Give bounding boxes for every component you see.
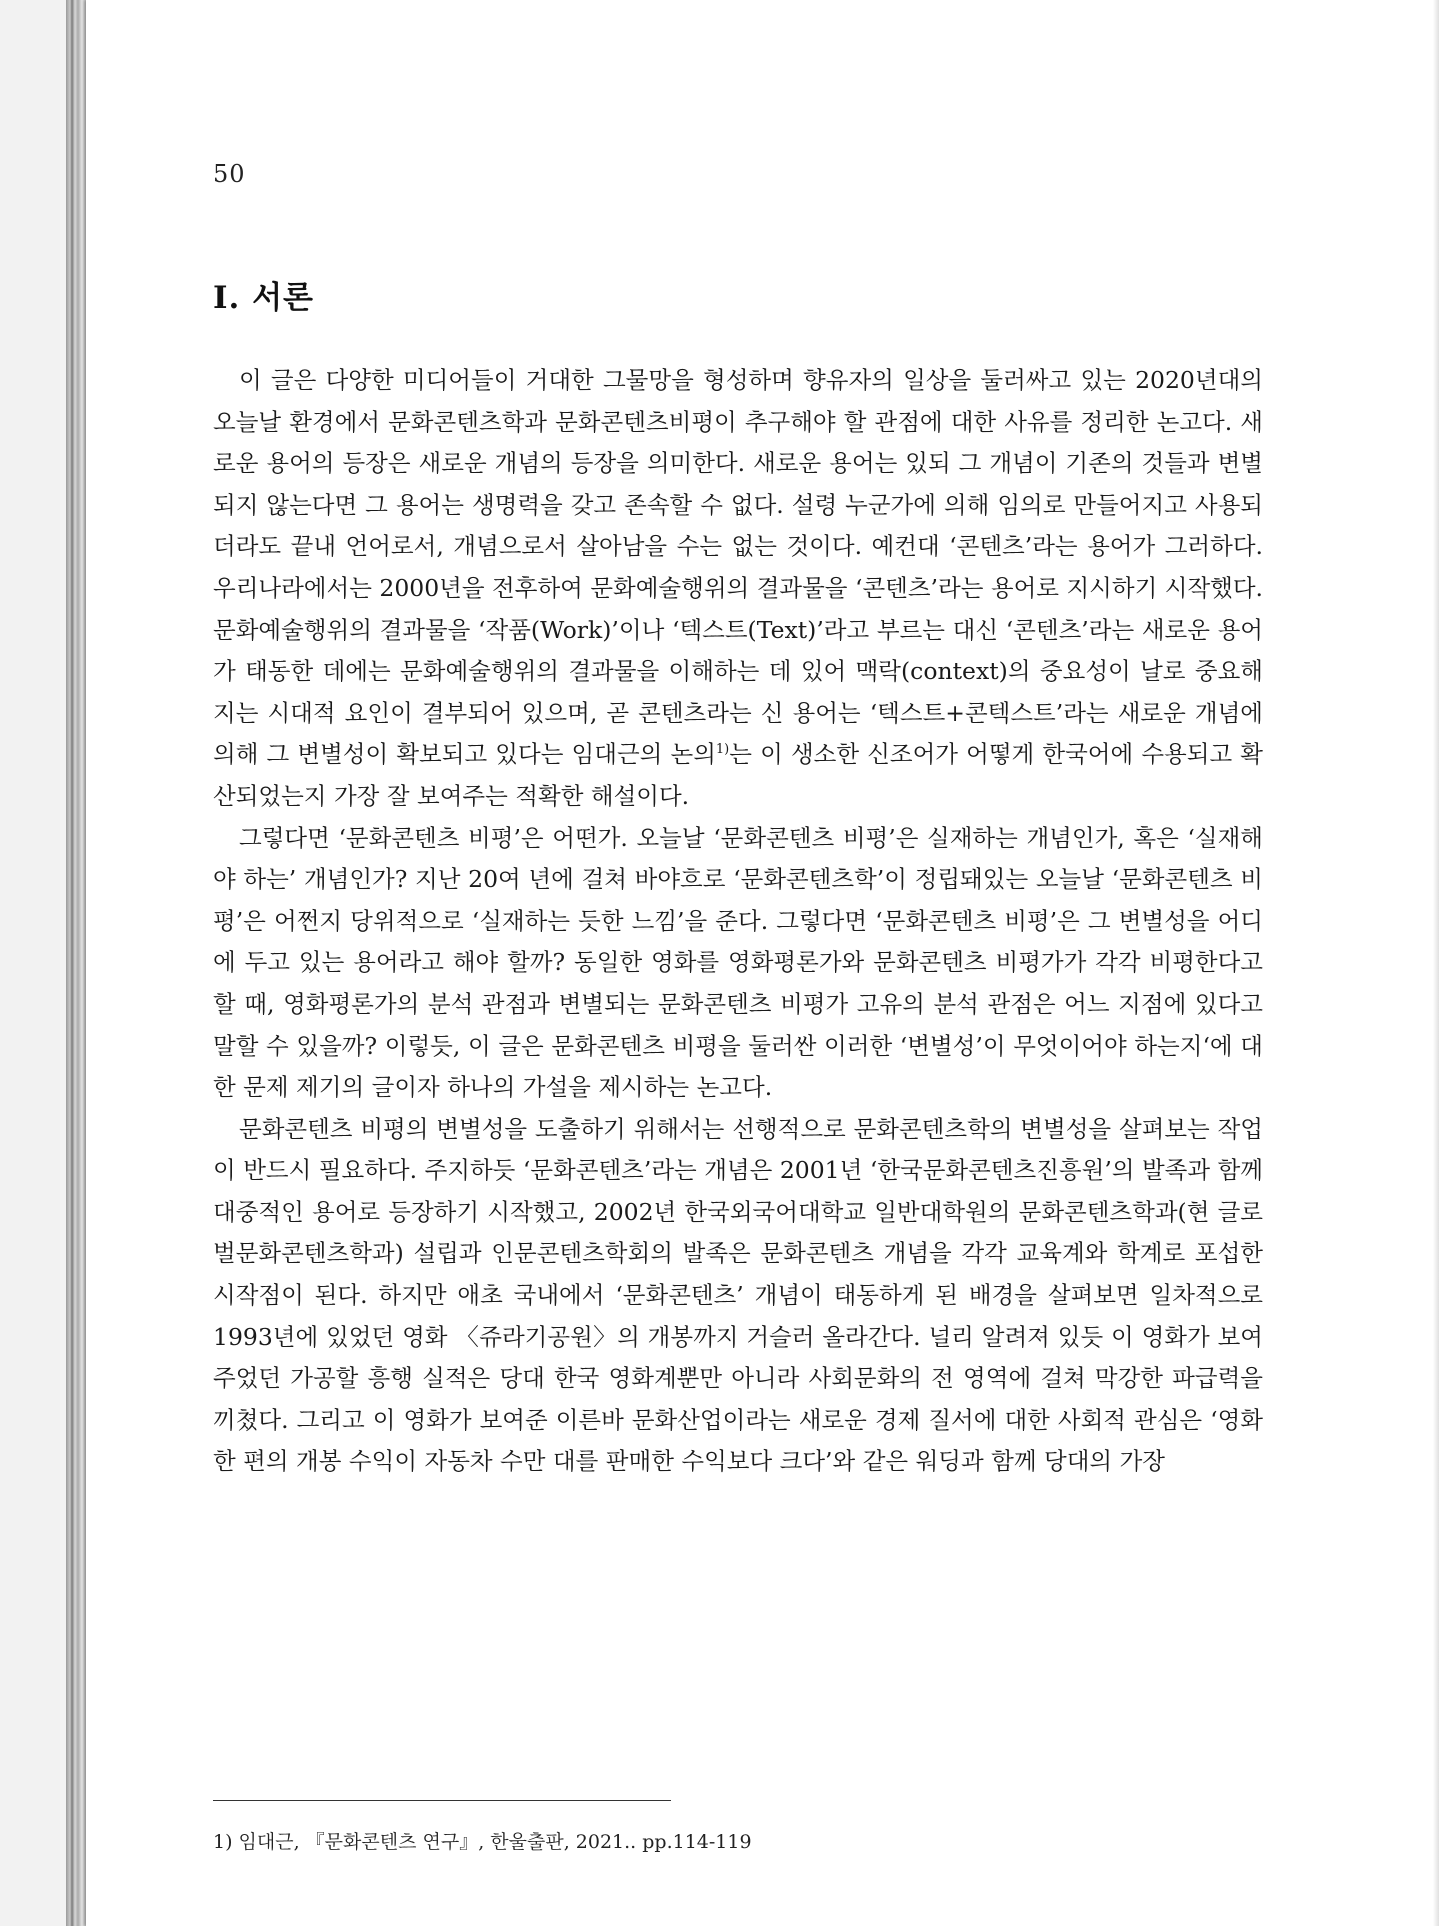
footnote-reference: 1) <box>715 742 730 758</box>
body-text <box>213 360 1263 1483</box>
footnote-divider <box>213 1800 671 1801</box>
footnote: 1) 임대근, 『문화콘텐츠 연구』, 한울출판, 2021.. pp.114-119 <box>213 1831 752 1853</box>
paragraph-3: 문화콘텐츠 비평의 변별성을 도출하기 위해서는 선행적으로 문화콘텐츠학의 변별성을 살펴보는 작업이 반드시 필요하다. 주지하듯 ‘문화콘텐츠’라는 개념은 2001년 ‘한국문화콘텐츠진흥원’의 발족과 함께 대중적인 용어로 등장하기 시작했고, 2002년 한국외국어대학교 일반대학원의 문화콘텐츠학과(현 글로벌문화콘텐츠학과) 설립과 인문콘텐츠학회의 발족은 문화콘텐츠 개념을 각각 교육계와 학계로 포섭한 시작점이 된다. 하지만 애초 국내에서 ‘문화콘텐츠’ 개념이 태동하게 된 배경을 살펴보면 일차적으로 1993년에 있었던 영화 〈쥬라기공원〉의 개봉까지 거슬러 올라간다. 널리 알려져 있듯 이 영화가 보여주었던 가공할 흥행 실적은 당대 한국 영화계뿐만 아니라 사회문화의 전 영역에 걸쳐 막강한 파급력을 끼쳤다. 그리고 이 영화가 보여준 이른바 문화산업이라는 새로운 경제 질서에 대한 사회적 관심은 ‘영화 한 편의 개봉 수익이 자동차 수만 대를 판매한 수익보다 크다’와 같은 워딩과 함께 당대의 가장 <box>213 1114 1263 1476</box>
page-right-edge <box>1433 0 1439 1926</box>
paragraph-2: 그렇다면 ‘문화콘텐츠 비평’은 어떤가. 오늘날 ‘문화콘텐츠 비평’은 실재하는 개념인가, 혹은 ‘실재해야 하는’ 개념인가? 지난 20여 년에 걸쳐 바야흐로 ‘문화콘텐츠학’이 정립돼있는 오늘날 ‘문화콘텐츠 비평’은 어쩐지 당위적으로 ‘실재하는 듯한 느낌’을 준다. 그렇다면 ‘문화콘텐츠 비평’은 그 변별성을 어디에 두고 있는 용어라고 해야 할까? 동일한 영화를 영화평론가와 문화콘텐츠 비평가가 각각 비평한다고 할 때, 영화평론가의 분석 관점과 변별되는 문화콘텐츠 비평가 고유의 분석 관점은 어느 지점에 있다고 말할 수 있을까? 이렇듯, 이 글은 문화콘텐츠 비평을 둘러싼 이러한 ‘변별성’이 무엇이어야 하는지‘에 대한 문제 제기의 글이자 하나의 가설을 제시하는 논고다. <box>213 823 1263 1102</box>
paragraph-1-text: 이 글은 다양한 미디어들이 거대한 그물망을 형성하며 향유자의 일상을 둘러싸고 있는 2020년대의 오늘날 환경에서 문화콘텐츠학과 문화콘텐츠비평이 추구해야 할 관점에 대한 사유를 정리한 논고다. 새로운 용어의 등장은 새로운 개념의 등장을 의미한다. 새로운 용어는 있되 그 개념이 기존의 것들과 변별되지 않는다면 그 용어는 생명력을 갖고 존속할 수 없다. 설령 누군가에 의해 임의로 만들어지고 사용되더라도 끝내 언어로서, 개념으로서 살아남을 수는 없는 것이다. 예컨대 ‘콘텐츠’라는 용어가 그러하다. 우리나라에서는 2000년을 전후하여 문화예술행위의 결과물을 ‘콘텐츠’라는 용어로 지시하기 시작했다. 문화예술행위의 결과물을 ‘작품(Work)’이나 ‘텍스트(Text)’라고 부르는 대신 ‘콘텐츠’라는 새로운 용어가 태동한 데에는 문화예술행위의 결과물을 이해하는 데 있어 맥락(context)의 중요성이 날로 중요해지는 시대적 요인이 결부되어 있으며, 곧 콘텐츠라는 신 용어는 ‘텍스트+콘텍스트’라는 새로운 개념에 의해 그 변별성이 확보되고 있다는 임대근의 논의 <box>213 366 1264 769</box>
paragraph-1-text-cont: 는 이 생소한 신조어가 어떻게 한국어에 수용되고 확산되었는지 가장 잘 보여주는 적확한 해설이다. <box>213 740 1263 810</box>
page-number: 50 <box>213 160 246 188</box>
paragraph-1 <box>213 360 1263 818</box>
section-title: Ⅰ. 서론 <box>213 280 314 316</box>
